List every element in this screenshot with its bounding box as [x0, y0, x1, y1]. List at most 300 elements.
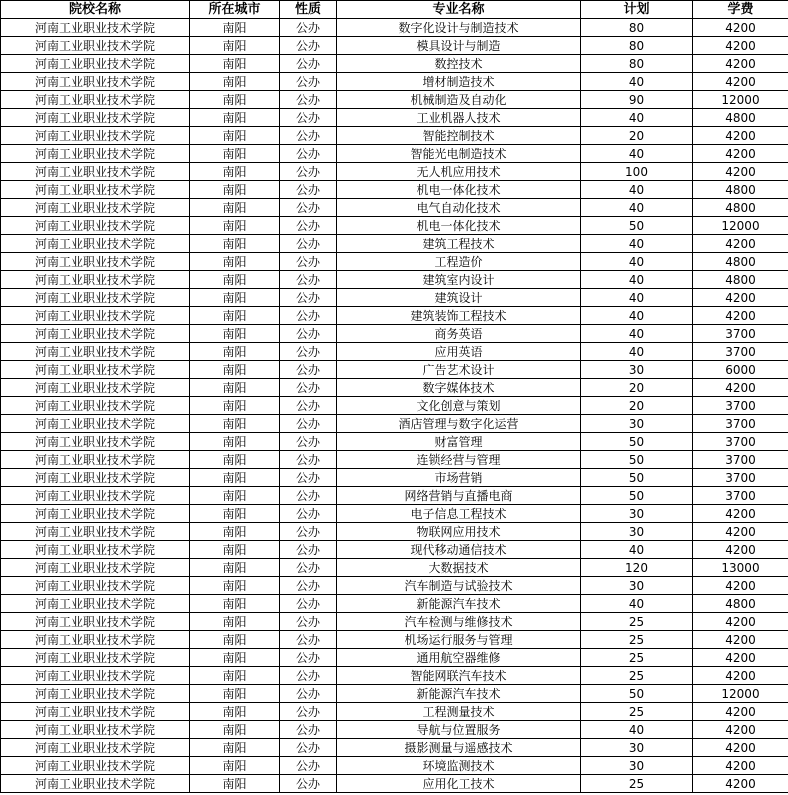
- type-cell: 公办: [280, 541, 337, 559]
- city-cell: 南阳: [190, 559, 280, 577]
- school-cell: 河南工业职业技术学院: [1, 163, 190, 181]
- header-major: 专业名称: [337, 1, 581, 19]
- plan-cell: 25: [581, 613, 693, 631]
- school-cell: 河南工业职业技术学院: [1, 469, 190, 487]
- table-row: [1, 703, 788, 721]
- city-cell: 南阳: [190, 235, 280, 253]
- type-cell: 公办: [280, 343, 337, 361]
- plan-cell: 120: [581, 559, 693, 577]
- plan-cell: 40: [581, 595, 693, 613]
- school-cell: 河南工业职业技术学院: [1, 253, 190, 271]
- table-row: [1, 145, 788, 163]
- city-cell: 南阳: [190, 271, 280, 289]
- school-cell: 河南工业职业技术学院: [1, 235, 190, 253]
- tuition-cell: 4200: [693, 667, 788, 685]
- plan-cell: 40: [581, 721, 693, 739]
- school-cell: 河南工业职业技术学院: [1, 217, 190, 235]
- school-cell: 河南工业职业技术学院: [1, 649, 190, 667]
- school-cell: 河南工业职业技术学院: [1, 451, 190, 469]
- tuition-cell: 4200: [693, 505, 788, 523]
- type-cell: 公办: [280, 649, 337, 667]
- major-cell: 大数据技术: [337, 559, 581, 577]
- table-row: [1, 649, 788, 667]
- plan-cell: 30: [581, 505, 693, 523]
- major-cell: 电子信息工程技术: [337, 505, 581, 523]
- tuition-cell: 4200: [693, 523, 788, 541]
- city-cell: 南阳: [190, 289, 280, 307]
- plan-cell: 100: [581, 163, 693, 181]
- table-row: [1, 73, 788, 91]
- tuition-cell: 4800: [693, 253, 788, 271]
- plan-cell: 50: [581, 433, 693, 451]
- plan-cell: 80: [581, 37, 693, 55]
- plan-cell: 90: [581, 91, 693, 109]
- tuition-cell: 4200: [693, 577, 788, 595]
- header-type: 性质: [280, 1, 337, 19]
- type-cell: 公办: [280, 379, 337, 397]
- table-row: [1, 163, 788, 181]
- major-cell: 建筑室内设计: [337, 271, 581, 289]
- table-row: [1, 253, 788, 271]
- city-cell: 南阳: [190, 145, 280, 163]
- city-cell: 南阳: [190, 685, 280, 703]
- header-tuition: 学费: [693, 1, 788, 19]
- major-cell: 建筑装饰工程技术: [337, 307, 581, 325]
- table-row: [1, 739, 788, 757]
- city-cell: 南阳: [190, 775, 280, 793]
- tuition-cell: 4200: [693, 163, 788, 181]
- school-cell: 河南工业职业技术学院: [1, 505, 190, 523]
- city-cell: 南阳: [190, 613, 280, 631]
- plan-cell: 30: [581, 739, 693, 757]
- major-cell: 导航与位置服务: [337, 721, 581, 739]
- type-cell: 公办: [280, 667, 337, 685]
- tuition-cell: 4200: [693, 73, 788, 91]
- city-cell: 南阳: [190, 307, 280, 325]
- school-cell: 河南工业职业技术学院: [1, 595, 190, 613]
- plan-cell: 30: [581, 415, 693, 433]
- plan-cell: 25: [581, 667, 693, 685]
- table-row: [1, 487, 788, 505]
- school-cell: 河南工业职业技术学院: [1, 775, 190, 793]
- major-cell: 增材制造技术: [337, 73, 581, 91]
- major-cell: 通用航空器维修: [337, 649, 581, 667]
- tuition-cell: 4200: [693, 541, 788, 559]
- tuition-cell: 3700: [693, 469, 788, 487]
- plan-cell: 20: [581, 127, 693, 145]
- header-school: 院校名称: [1, 1, 190, 19]
- tuition-cell: 4200: [693, 19, 788, 37]
- type-cell: 公办: [280, 433, 337, 451]
- city-cell: 南阳: [190, 523, 280, 541]
- table-row: [1, 235, 788, 253]
- school-cell: 河南工业职业技术学院: [1, 199, 190, 217]
- plan-cell: 40: [581, 325, 693, 343]
- type-cell: 公办: [280, 235, 337, 253]
- city-cell: 南阳: [190, 19, 280, 37]
- tuition-cell: 4800: [693, 181, 788, 199]
- type-cell: 公办: [280, 253, 337, 271]
- type-cell: 公办: [280, 631, 337, 649]
- plan-cell: 20: [581, 397, 693, 415]
- tuition-cell: 4200: [693, 721, 788, 739]
- plan-cell: 40: [581, 289, 693, 307]
- major-cell: 新能源汽车技术: [337, 685, 581, 703]
- table-row: [1, 109, 788, 127]
- tuition-cell: 12000: [693, 217, 788, 235]
- plan-cell: 50: [581, 451, 693, 469]
- plan-cell: 25: [581, 649, 693, 667]
- type-cell: 公办: [280, 163, 337, 181]
- plan-cell: 80: [581, 55, 693, 73]
- city-cell: 南阳: [190, 163, 280, 181]
- school-cell: 河南工业职业技术学院: [1, 361, 190, 379]
- table-row: [1, 577, 788, 595]
- school-cell: 河南工业职业技术学院: [1, 325, 190, 343]
- tuition-cell: 4200: [693, 757, 788, 775]
- tuition-cell: 3700: [693, 415, 788, 433]
- city-cell: 南阳: [190, 703, 280, 721]
- tuition-cell: 13000: [693, 559, 788, 577]
- major-cell: 汽车制造与试验技术: [337, 577, 581, 595]
- major-cell: 数字化设计与制造技术: [337, 19, 581, 37]
- major-cell: 新能源汽车技术: [337, 595, 581, 613]
- school-cell: 河南工业职业技术学院: [1, 577, 190, 595]
- plan-cell: 30: [581, 757, 693, 775]
- school-cell: 河南工业职业技术学院: [1, 73, 190, 91]
- tuition-cell: 6000: [693, 361, 788, 379]
- city-cell: 南阳: [190, 109, 280, 127]
- city-cell: 南阳: [190, 343, 280, 361]
- table-row: [1, 289, 788, 307]
- type-cell: 公办: [280, 217, 337, 235]
- type-cell: 公办: [280, 685, 337, 703]
- major-cell: 模具设计与制造: [337, 37, 581, 55]
- school-cell: 河南工业职业技术学院: [1, 541, 190, 559]
- type-cell: 公办: [280, 37, 337, 55]
- city-cell: 南阳: [190, 757, 280, 775]
- table-row: [1, 505, 788, 523]
- type-cell: 公办: [280, 397, 337, 415]
- table-row: [1, 127, 788, 145]
- city-cell: 南阳: [190, 649, 280, 667]
- major-cell: 现代移动通信技术: [337, 541, 581, 559]
- school-cell: 河南工业职业技术学院: [1, 145, 190, 163]
- table-body: [1, 19, 788, 793]
- major-cell: 工程测量技术: [337, 703, 581, 721]
- school-cell: 河南工业职业技术学院: [1, 397, 190, 415]
- plan-cell: 40: [581, 235, 693, 253]
- school-cell: 河南工业职业技术学院: [1, 757, 190, 775]
- plan-cell: 40: [581, 145, 693, 163]
- table-row: [1, 343, 788, 361]
- city-cell: 南阳: [190, 433, 280, 451]
- table-row: [1, 307, 788, 325]
- school-cell: 河南工业职业技术学院: [1, 667, 190, 685]
- tuition-cell: 4200: [693, 307, 788, 325]
- major-cell: 环境监测技术: [337, 757, 581, 775]
- city-cell: 南阳: [190, 451, 280, 469]
- table-row: [1, 469, 788, 487]
- city-cell: 南阳: [190, 325, 280, 343]
- plan-cell: 30: [581, 523, 693, 541]
- plan-cell: 40: [581, 541, 693, 559]
- type-cell: 公办: [280, 55, 337, 73]
- tuition-cell: 4800: [693, 595, 788, 613]
- tuition-cell: 4800: [693, 271, 788, 289]
- table-row: [1, 775, 788, 793]
- type-cell: 公办: [280, 271, 337, 289]
- table-row: [1, 757, 788, 775]
- major-cell: 物联网应用技术: [337, 523, 581, 541]
- city-cell: 南阳: [190, 253, 280, 271]
- city-cell: 南阳: [190, 469, 280, 487]
- major-cell: 数字媒体技术: [337, 379, 581, 397]
- city-cell: 南阳: [190, 577, 280, 595]
- plan-cell: 40: [581, 307, 693, 325]
- city-cell: 南阳: [190, 181, 280, 199]
- plan-cell: 40: [581, 271, 693, 289]
- type-cell: 公办: [280, 307, 337, 325]
- type-cell: 公办: [280, 721, 337, 739]
- major-cell: 建筑设计: [337, 289, 581, 307]
- table-row: [1, 433, 788, 451]
- table-row: [1, 325, 788, 343]
- table-row: [1, 613, 788, 631]
- city-cell: 南阳: [190, 541, 280, 559]
- type-cell: 公办: [280, 109, 337, 127]
- major-cell: 摄影测量与遥感技术: [337, 739, 581, 757]
- school-cell: 河南工业职业技术学院: [1, 55, 190, 73]
- type-cell: 公办: [280, 127, 337, 145]
- table-row: [1, 199, 788, 217]
- plan-cell: 30: [581, 361, 693, 379]
- table-row: [1, 595, 788, 613]
- tuition-cell: 3700: [693, 487, 788, 505]
- city-cell: 南阳: [190, 739, 280, 757]
- table-row: [1, 685, 788, 703]
- table-row: [1, 55, 788, 73]
- plan-cell: 50: [581, 685, 693, 703]
- major-cell: 广告艺术设计: [337, 361, 581, 379]
- school-cell: 河南工业职业技术学院: [1, 613, 190, 631]
- plan-cell: 50: [581, 469, 693, 487]
- school-cell: 河南工业职业技术学院: [1, 415, 190, 433]
- tuition-cell: 12000: [693, 685, 788, 703]
- major-cell: 数控技术: [337, 55, 581, 73]
- city-cell: 南阳: [190, 595, 280, 613]
- city-cell: 南阳: [190, 397, 280, 415]
- city-cell: 南阳: [190, 37, 280, 55]
- major-cell: 酒店管理与数字化运营: [337, 415, 581, 433]
- school-cell: 河南工业职业技术学院: [1, 433, 190, 451]
- type-cell: 公办: [280, 505, 337, 523]
- city-cell: 南阳: [190, 487, 280, 505]
- tuition-cell: 3700: [693, 433, 788, 451]
- plan-cell: 25: [581, 703, 693, 721]
- table-row: [1, 379, 788, 397]
- major-cell: 汽车检测与维修技术: [337, 613, 581, 631]
- type-cell: 公办: [280, 325, 337, 343]
- major-cell: 机械制造及自动化: [337, 91, 581, 109]
- tuition-cell: 4200: [693, 739, 788, 757]
- table-row: [1, 271, 788, 289]
- city-cell: 南阳: [190, 379, 280, 397]
- plan-cell: 80: [581, 19, 693, 37]
- type-cell: 公办: [280, 91, 337, 109]
- tuition-cell: 4200: [693, 127, 788, 145]
- type-cell: 公办: [280, 451, 337, 469]
- school-cell: 河南工业职业技术学院: [1, 181, 190, 199]
- table-row: [1, 19, 788, 37]
- major-cell: 财富管理: [337, 433, 581, 451]
- school-cell: 河南工业职业技术学院: [1, 631, 190, 649]
- school-cell: 河南工业职业技术学院: [1, 91, 190, 109]
- school-cell: 河南工业职业技术学院: [1, 19, 190, 37]
- header-city: 所在城市: [190, 1, 280, 19]
- major-cell: 智能网联汽车技术: [337, 667, 581, 685]
- tuition-cell: 4200: [693, 379, 788, 397]
- type-cell: 公办: [280, 181, 337, 199]
- tuition-cell: 3700: [693, 325, 788, 343]
- plan-cell: 40: [581, 181, 693, 199]
- type-cell: 公办: [280, 145, 337, 163]
- type-cell: 公办: [280, 775, 337, 793]
- major-cell: 文化创意与策划: [337, 397, 581, 415]
- city-cell: 南阳: [190, 73, 280, 91]
- type-cell: 公办: [280, 595, 337, 613]
- city-cell: 南阳: [190, 55, 280, 73]
- school-cell: 河南工业职业技术学院: [1, 289, 190, 307]
- school-cell: 河南工业职业技术学院: [1, 703, 190, 721]
- table-row: [1, 415, 788, 433]
- tuition-cell: 4200: [693, 55, 788, 73]
- major-cell: 机场运行服务与管理: [337, 631, 581, 649]
- tuition-cell: 4200: [693, 289, 788, 307]
- school-cell: 河南工业职业技术学院: [1, 685, 190, 703]
- plan-cell: 20: [581, 379, 693, 397]
- type-cell: 公办: [280, 361, 337, 379]
- type-cell: 公办: [280, 559, 337, 577]
- table-row: [1, 217, 788, 235]
- tuition-cell: 4200: [693, 235, 788, 253]
- tuition-cell: 4200: [693, 631, 788, 649]
- type-cell: 公办: [280, 613, 337, 631]
- plan-cell: 25: [581, 775, 693, 793]
- tuition-cell: 4200: [693, 775, 788, 793]
- plan-cell: 25: [581, 631, 693, 649]
- plan-cell: 40: [581, 343, 693, 361]
- plan-cell: 50: [581, 217, 693, 235]
- school-cell: 河南工业职业技术学院: [1, 109, 190, 127]
- type-cell: 公办: [280, 199, 337, 217]
- header-plan: 计划: [581, 1, 693, 19]
- city-cell: 南阳: [190, 217, 280, 235]
- type-cell: 公办: [280, 19, 337, 37]
- major-cell: 建筑工程技术: [337, 235, 581, 253]
- city-cell: 南阳: [190, 667, 280, 685]
- type-cell: 公办: [280, 703, 337, 721]
- city-cell: 南阳: [190, 127, 280, 145]
- city-cell: 南阳: [190, 361, 280, 379]
- tuition-cell: 4800: [693, 109, 788, 127]
- type-cell: 公办: [280, 289, 337, 307]
- table-row: [1, 667, 788, 685]
- plan-cell: 40: [581, 253, 693, 271]
- major-cell: 电气自动化技术: [337, 199, 581, 217]
- table-row: [1, 37, 788, 55]
- plan-cell: 40: [581, 109, 693, 127]
- table-row: [1, 91, 788, 109]
- major-cell: 工业机器人技术: [337, 109, 581, 127]
- type-cell: 公办: [280, 469, 337, 487]
- tuition-cell: 4200: [693, 37, 788, 55]
- tuition-cell: 4800: [693, 199, 788, 217]
- school-cell: 河南工业职业技术学院: [1, 559, 190, 577]
- tuition-cell: 3700: [693, 343, 788, 361]
- type-cell: 公办: [280, 523, 337, 541]
- table-row: [1, 181, 788, 199]
- school-cell: 河南工业职业技术学院: [1, 343, 190, 361]
- tuition-cell: 4200: [693, 145, 788, 163]
- header-row: [1, 1, 788, 19]
- city-cell: 南阳: [190, 91, 280, 109]
- table-row: [1, 523, 788, 541]
- school-cell: 河南工业职业技术学院: [1, 307, 190, 325]
- major-cell: 机电一体化技术: [337, 217, 581, 235]
- table-row: [1, 541, 788, 559]
- city-cell: 南阳: [190, 199, 280, 217]
- major-cell: 连锁经营与管理: [337, 451, 581, 469]
- school-cell: 河南工业职业技术学院: [1, 523, 190, 541]
- school-cell: 河南工业职业技术学院: [1, 127, 190, 145]
- school-cell: 河南工业职业技术学院: [1, 721, 190, 739]
- table-row: [1, 559, 788, 577]
- tuition-cell: 12000: [693, 91, 788, 109]
- type-cell: 公办: [280, 757, 337, 775]
- major-cell: 网络营销与直播电商: [337, 487, 581, 505]
- school-cell: 河南工业职业技术学院: [1, 37, 190, 55]
- school-cell: 河南工业职业技术学院: [1, 739, 190, 757]
- school-cell: 河南工业职业技术学院: [1, 379, 190, 397]
- city-cell: 南阳: [190, 415, 280, 433]
- major-cell: 智能光电制造技术: [337, 145, 581, 163]
- city-cell: 南阳: [190, 631, 280, 649]
- table-row: [1, 721, 788, 739]
- plan-cell: 40: [581, 199, 693, 217]
- city-cell: 南阳: [190, 505, 280, 523]
- type-cell: 公办: [280, 415, 337, 433]
- plan-cell: 40: [581, 73, 693, 91]
- school-cell: 河南工业职业技术学院: [1, 271, 190, 289]
- school-cell: 河南工业职业技术学院: [1, 487, 190, 505]
- major-cell: 工程造价: [337, 253, 581, 271]
- plan-cell: 30: [581, 577, 693, 595]
- table-row: [1, 631, 788, 649]
- plan-cell: 50: [581, 487, 693, 505]
- table-row: [1, 397, 788, 415]
- major-cell: 智能控制技术: [337, 127, 581, 145]
- tuition-cell: 3700: [693, 397, 788, 415]
- city-cell: 南阳: [190, 721, 280, 739]
- type-cell: 公办: [280, 73, 337, 91]
- tuition-cell: 4200: [693, 649, 788, 667]
- tuition-cell: 4200: [693, 703, 788, 721]
- major-cell: 应用化工技术: [337, 775, 581, 793]
- table-row: [1, 451, 788, 469]
- tuition-cell: 4200: [693, 613, 788, 631]
- major-cell: 无人机应用技术: [337, 163, 581, 181]
